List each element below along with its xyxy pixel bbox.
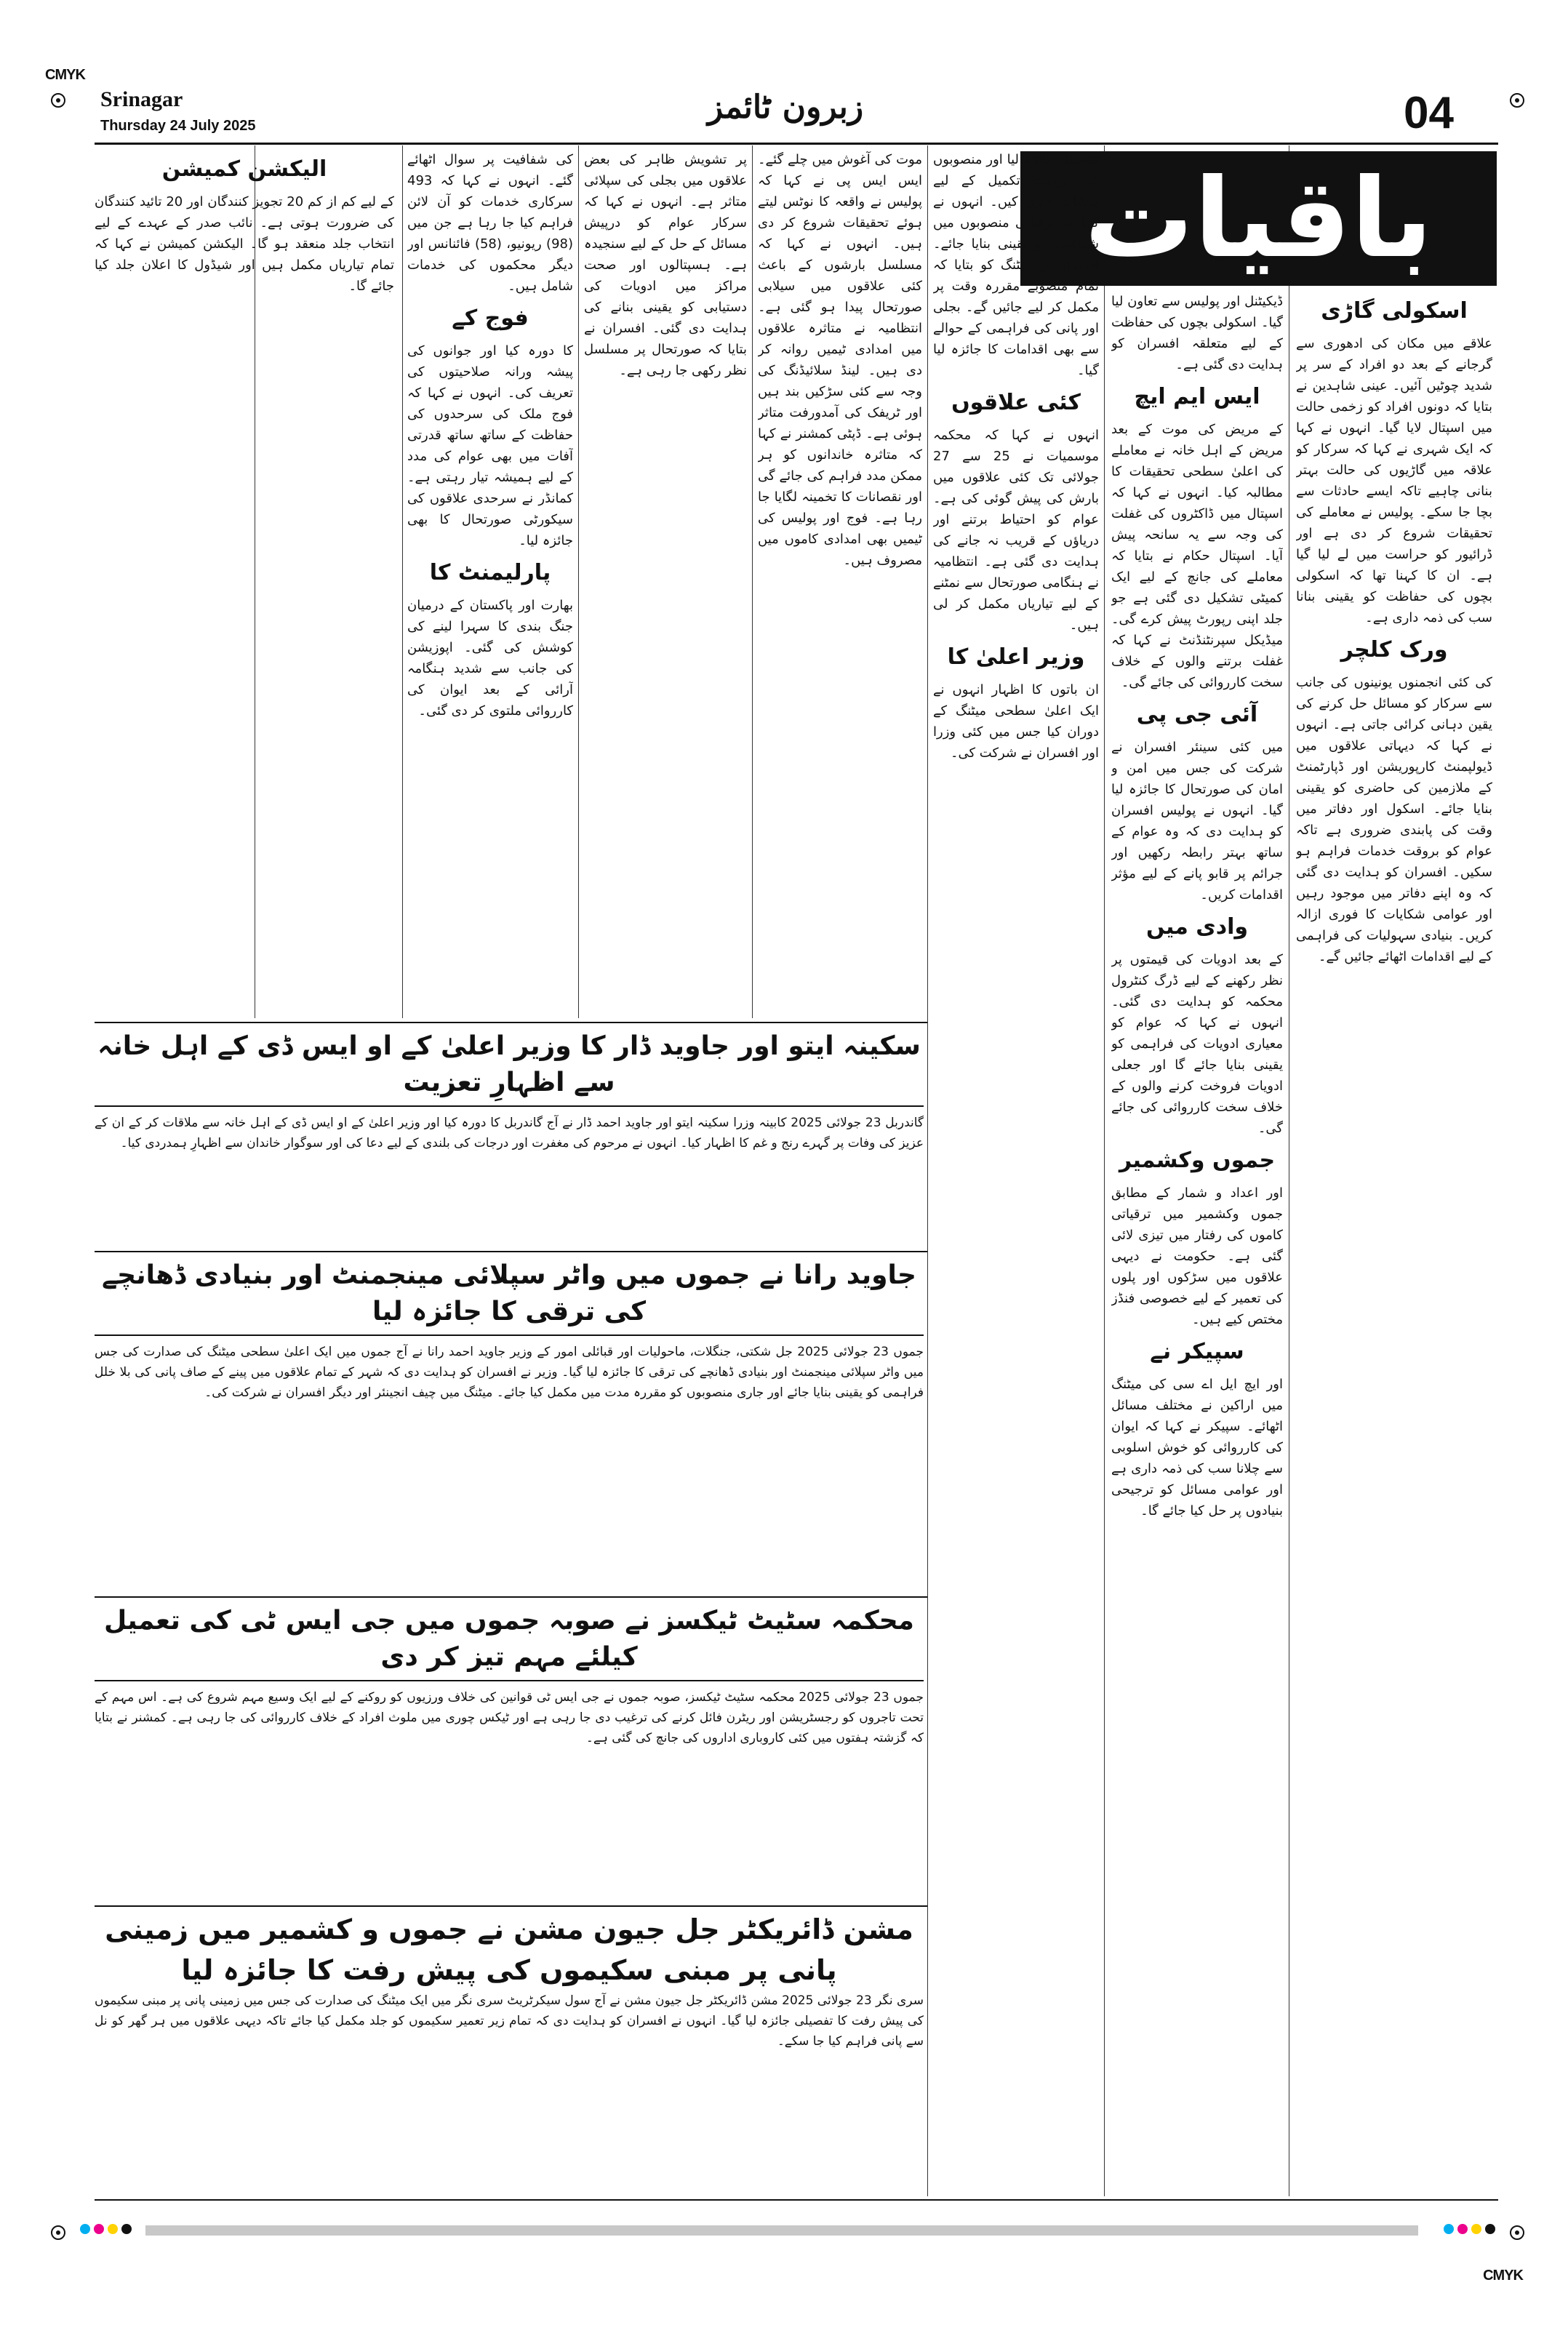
article-paragraph: میں کئی سینئر افسران نے شرکت کی جس میں امن و امان کی صورتحال کا جائزہ لیا گیا۔ انہوں نے پولیس افسران کو ہدایت دی کہ وہ عوام کے ساتھ بہتر رابطہ رکھیں اور جرائم پر قابو پانے کے لیے مؤثر اقدامات کریں۔	[1111, 740, 1283, 903]
registration-mark-icon	[51, 2225, 65, 2240]
column-divider	[578, 145, 579, 1018]
article-paragraph: موت کی آغوش میں چلے گئے۔ ایس ایس پی نے کہا کہ پولیس نے واقعہ کا نوٹس لیتے ہوئے تحقیقات شروع کر دی ہیں۔ انہوں نے کہا کہ مسلسل بارشوں کے باعث کئی علاقوں میں سیلابی صورتحال پیدا ہو گئی ہے۔ انتظامیہ نے متاثرہ علاقوں میں امدادی ٹیمیں روانہ کر دی ہیں۔ لینڈ سلائیڈنگ کی وجہ سے کئی سڑکیں بند ہیں اور ٹریفک کی آمدورفت متاثر ہوئی ہے۔ ڈپٹی کمشنر نے کہا کہ متاثرہ خاندانوں کو ہر ممکن مدد فراہم کی جائے گی اور نقصانات کا تخمینہ لگایا جا رہا ہے۔ فوج اور پولیس کی ٹیمیں بھی امدادی کاموں میں مصروف ہیں۔	[758, 152, 922, 568]
column-divider	[402, 145, 403, 1018]
story-headline: محکمہ سٹیٹ ٹیکسز نے صوبہ جموں میں جی ایس ٹی کی تعمیل کیلئے مہم تیز کر دی	[95, 1600, 924, 1681]
subheading-parliament: پارلیمنٹ کا	[429, 560, 551, 585]
color-dots	[80, 2224, 132, 2234]
registration-mark-icon	[51, 93, 65, 108]
box-rule	[95, 1251, 927, 1252]
article-paragraph: کی شفافیت پر سوال اٹھائے گئے۔ انہوں نے کہا کہ 493 سرکاری خدمات کو آن لائن فراہم کیا جا رہا ہے جن میں (98) ریونیو، (58) فائنانس اور دیگر محکموں کی خدمات شامل ہیں۔	[407, 152, 573, 294]
story-box-javed	[95, 1254, 924, 1593]
subheading-several-areas: کئی علاقوں	[951, 390, 1081, 415]
box-rule	[95, 1596, 927, 1598]
color-mark-bottom	[1483, 2268, 1523, 2284]
column-divider	[927, 145, 928, 2196]
article-paragraph: اور اعداد و شمار کے مطابق جموں وکشمیر میں ترقیاتی کاموں کی رفتار میں تیزی لائی گئی ہے۔ حکومت نے دیہی علاقوں میں سڑکوں اور پلوں کی تعمیر کے لیے خصوصی فنڈز مختص کیے ہیں۔	[1111, 1185, 1283, 1327]
subheading-valley: وادی میں	[1145, 914, 1249, 940]
column-1	[1296, 291, 1492, 2196]
story-headline: مشن ڈائریکٹر جل جیون مشن نے جموں و کشمیر میں زمینی پانی پر مبنی سکیموں کی پیش رفت کا جائزہ لیا	[105, 1913, 913, 1986]
story-body: جموں 23 جولائی 2025 جل شکتی، جنگلات، ماحولیات اور قبائلی امور کے وزیر جاوید احمد رانا نے آج جموں میں ایک اعلیٰ سطحی میٹنگ کی صدارت کی جس میں واٹر سپلائی مینجمنٹ اور بنیادی ڈھانچے کی ترقی کا جائزہ لیا گیا۔ وزیر نے افسران کو ہدایت دی کہ شہر کے تمام علاقوں میں پینے کے صاف پانی کی بلا خلل فراہمی کو یقینی بنایا جائے اور جاری منصوبوں کو مقررہ مدت میں مکمل کیا جائے۔ میٹنگ میں چیف انجینئر اور دیگر افسران نے شرکت کی۔	[95, 1345, 924, 1400]
registration-mark-icon	[1510, 93, 1524, 108]
story-box-gst	[95, 1600, 924, 1902]
article-paragraph: انہوں نے کہا کہ محکمہ موسمیات نے 25 سے 27 جولائی تک کئی علاقوں میں بارش کی پیش گوئی کی ہے۔ عوام کو احتیاط برتنے اور دریاؤں کے قریب نہ جانے کی ہدایت دی گئی ہے۔ انتظامیہ نے ہنگامی صورتحال سے نمٹنے کے لیے تیاریاں مکمل کر لی ہیں۔	[933, 428, 1099, 633]
bottom-bar	[145, 2225, 1418, 2236]
subheading-igp: آئی جی پی	[1136, 702, 1258, 727]
column-divider	[752, 145, 753, 1018]
article-paragraph: علاقے میں مکان کی ادھوری سے گرجانے کے بعد دو افراد کے سر پر شدید چوٹیں آئیں۔ عینی شاہدین نے بتایا کہ دونوں افراد کو زخمی حالت میں اسپتال لایا گیا۔ انہوں نے کہا کہ ایک شہری نے کہا کہ سرکار کو علاقہ میں گاڑیوں کی حالت بہتر بنانی چاہیے تاکہ ایسے حادثات سے بچا جا سکے۔ پولیس نے معاملے کی تحقیقات شروع کر دی ہے اور ڈرائیور کو حراست میں لے لیا گیا ہے۔ ان کا کہنا تھا کہ اسکولی بچوں کی حفاظت کو یقینی بنانا سب کی ذمہ داری ہے۔	[1296, 336, 1492, 625]
article-paragraph: بھارت اور پاکستان کے درمیان جنگ بندی کا سہرا لینے کی کوشش کی گئی۔ اپوزیشن کی جانب سے شدید ہنگامہ آرائی کے بعد ایوان کی کارروائی ملتوی کر دی گئی۔	[407, 598, 573, 719]
subheading-work-culture: ورک کلچر	[1340, 637, 1448, 663]
subheading-chief-minister: وزیر اعلیٰ کا	[947, 644, 1085, 670]
subheading-school-vehicle: اسکولی گاڑی	[1321, 298, 1468, 324]
header-rule	[95, 143, 1498, 145]
story-headline: جاوید رانا نے جموں میں واٹر سپلائی مینجمنٹ اور بنیادی ڈھانچے کی ترقی کا جائزہ لیا	[95, 1254, 924, 1336]
banner-title: باقیات	[1084, 155, 1433, 282]
story-body: سری نگر 23 جولائی 2025 مشن ڈائریکٹر جل جیون مشن نے آج سول سیکرٹریٹ سری نگر میں ایک میٹنگ کی صدارت کی جس میں زمینی پانی پر مبنی سکیموں کی پیش رفت کا تفصیلی جائزہ لیا گیا۔ انہوں نے افسران کو ہدایت دی کہ تمام زیر تعمیر سکیموں کو جلد مکمل کیا جائے تاکہ دیہی علاقوں میں ہر گھر کو نل سے پانی فراہم کیا جا سکے۔	[95, 1993, 924, 2049]
article-paragraph: ڈیکیٹنل اور پولیس سے تعاون لیا گیا۔ اسکولی بچوں کی حفاظت کے لیے متعلقہ افسران کو ہدایت دی گئی ہے۔	[1111, 294, 1283, 372]
column-5	[584, 149, 747, 1015]
story-headline: سکینہ ایتو اور جاوید ڈار کا وزیر اعلیٰ کے او ایس ڈی کے اہل خانہ سے اظہارِ تعزیت	[95, 1025, 924, 1107]
column-divider	[1104, 145, 1105, 2196]
article-paragraph: کے لیے کم از کم 20 تجویز کنندگان اور 20 تائید کنندگان کی ضرورت ہوتی ہے۔ نائب صدر کے عہدے کے لیے انتخاب جلد منعقد ہو گا۔ الیکشن کمیشن نے کہا کہ تمام تیاریاں مکمل ہیں اور شیڈول کا اعلان جلد کیا جائے گا۔	[95, 194, 394, 294]
color-mark-text: CMYK	[45, 67, 85, 83]
date-label: Thursday 24 July 2025	[100, 118, 256, 134]
color-dots	[1444, 2224, 1495, 2234]
story-box-sakina	[95, 1025, 924, 1247]
subheading-election-commission: الیکشن کمیشن	[161, 156, 327, 182]
color-mark-text: CMYK	[1483, 2268, 1523, 2284]
story-body: گاندربل 23 جولائی 2025 کابینہ وزرا سکینہ ایتو اور جاوید احمد ڈار نے آج گاندربل کا دورہ کیا اور وزیر اعلیٰ کے او ایس ڈی کے اہل خانہ سے ملاقات کر کے ان کے عزیز کی وفات پر گہرے رنج و غم کا اظہار کیا۔ انہوں نے مرحوم کی مغفرت اور درجات کی بلندی کے لیے دعا کی اور سوگوار خاندان سے اظہارِ ہمدردی کیا۔	[95, 1116, 924, 1151]
article-paragraph: تفصیلی جائزہ لیا اور منصوبوں کی بروقت تکمیل کے لیے ہدایات جاری کیں۔ انہوں نے کہا کہ ترقیاتی منصوبوں میں شفافیت کو یقینی بنایا جائے۔ افسران نے میٹنگ کو بتایا کہ تمام منصوبے مقررہ وقت پر مکمل کر لیے جائیں گے۔ بجلی اور پانی کی فراہمی کے حوالے سے بھی اقدامات کا جائزہ لیا گیا۔	[933, 152, 1099, 378]
subheading-smhs: ایس ایم ایچ	[1134, 384, 1260, 409]
article-paragraph: کی کئی انجمنوں یونینوں کی جانب سے سرکار کو مسائل حل کرنے کی یقین دہانی کرائی جاتی ہے۔ انہوں نے کہا کہ دیہاتی علاقوں میں ڈیولپمنٹ کارپوریشن اور ڈپارٹمنٹ کے ملازمین کی حاضری کو یقینی بنایا جائے۔ اسکول اور دفاتر میں وقت کی پابندی ضروری ہے تاکہ عوام کو بروقت خدمات فراہم ہو سکیں۔ افسران کو ہدایت دی گئی کہ وہ اپنے دفاتر میں موجود رہیں اور عوامی شکایات کا فوری ازالہ کریں۔ بنیادی سہولیات کی فراہمی کے لیے اقدامات اٹھائے جائیں گے۔	[1296, 675, 1492, 964]
registration-mark-icon	[1510, 2225, 1524, 2240]
subheading-jk: جموں وکشمیر	[1119, 1148, 1276, 1173]
masthead: زبرون ٹائمز	[707, 89, 864, 126]
column-2	[1111, 291, 1283, 2196]
story-box-jal-jeevan	[95, 1909, 924, 2196]
box-rule	[95, 1905, 927, 1907]
article-paragraph: کے بعد ادویات کی قیمتوں پر نظر رکھنے کے لیے ڈرگ کنٹرول محکمہ کو ہدایت دی گئی۔ انہوں نے کہا کہ عوام کو معیاری ادویات کی فراہمی کو یقینی بنایا جائے گا اور جعلی ادویات فروخت کرنے والوں کے خلاف سخت کارروائی کی جائے گی۔	[1111, 952, 1283, 1136]
subheading-speaker: سپیکر نے	[1150, 1339, 1244, 1364]
box-rule	[95, 1022, 927, 1023]
article-paragraph: پر تشویش ظاہر کی بعض علاقوں میں بجلی کی سپلائی متاثر ہے۔ انہوں نے کہا کہ سرکار عوام کو درپیش مسائل کے حل کے لیے سنجیدہ ہے۔ ہسپتالوں اور صحت مراکز میں ادویات کی دستیابی کو یقینی بنانے کی ہدایت دی گئی۔ افسران نے بتایا کہ صورتحال پر مسلسل نظر رکھی جا رہی ہے۔	[584, 152, 747, 378]
article-paragraph: اور ایچ ایل اے سی کی میٹنگ میں اراکین نے مختلف مسائل اٹھائے۔ سپیکر نے کہا کہ ایوان کی کارروائی کو خوش اسلوبی سے چلانا سب کی ذمہ داری ہے اور عوامی مسائل کو ترجیحی بنیادوں پر حل کیا جائے گا۔	[1111, 1377, 1283, 1518]
article-paragraph: کے مریض کی موت کے بعد مریض کے اہل خانہ نے معاملے کی اعلیٰ سطحی تحقیقات کا مطالبہ کیا۔ انہوں نے کہا کہ اسپتال میں ڈاکٹروں کی غفلت کی وجہ سے یہ سانحہ پیش آیا۔ اسپتال حکام نے بتایا کہ معاملے کی جانچ کے لیے ایک کمیٹی تشکیل دی گئی ہے جو جلد اپنی رپورٹ پیش کرے گی۔ میڈیکل سپرنٹنڈنٹ نے کہا کہ غفلت برتنے والوں کے خلاف سخت کارروائی کی جائے گی۔	[1111, 422, 1283, 690]
article-paragraph: ان باتوں کا اظہار انہوں نے ایک اعلیٰ سطحی میٹنگ کے دوران کیا جس میں کئی وزرا اور افسران نے شرکت کی۔	[933, 682, 1099, 761]
page-number: 04	[1404, 88, 1454, 138]
city-label: Srinagar	[100, 87, 183, 111]
story-body: جموں 23 جولائی 2025 محکمہ سٹیٹ ٹیکسز، صوبہ جموں نے جی ایس ٹی قوانین کی خلاف ورزیوں کو روکنے کے لیے ایک وسیع مہم شروع کی ہے۔ اس مہم کے تحت تاجروں کو رجسٹریشن اور ریٹرن فائل کرنے کی ترغیب دی جا رہی ہے اور ٹیکس چوری میں ملوث افراد کے خلاف کارروائی کی جا رہی ہے۔ کمشنر نے بتایا کہ گزشتہ ہفتوں میں کئی کاروباری اداروں کی جانچ کی گئی ہے۔	[95, 1690, 924, 1745]
column-6	[407, 149, 573, 1015]
footer-rule	[95, 2199, 1498, 2201]
column-7	[95, 149, 394, 1015]
article-paragraph: کا دورہ کیا اور جوانوں کی پیشہ ورانہ صلاحیتوں کی تعریف کی۔ انہوں نے کہا کہ فوج ملک کی سرحدوں کی حفاظت کے ساتھ ساتھ قدرتی آفات میں بھی عوام کی مدد کے لیے ہمیشہ تیار رہتی ہے۔ کمانڈر نے سرحدی علاقوں کی سیکورٹی صورتحال کا بھی جائزہ لیا۔	[407, 343, 573, 548]
column-3	[933, 149, 1099, 2196]
color-mark-top	[45, 67, 85, 84]
subheading-army: فوج کے	[452, 305, 529, 331]
